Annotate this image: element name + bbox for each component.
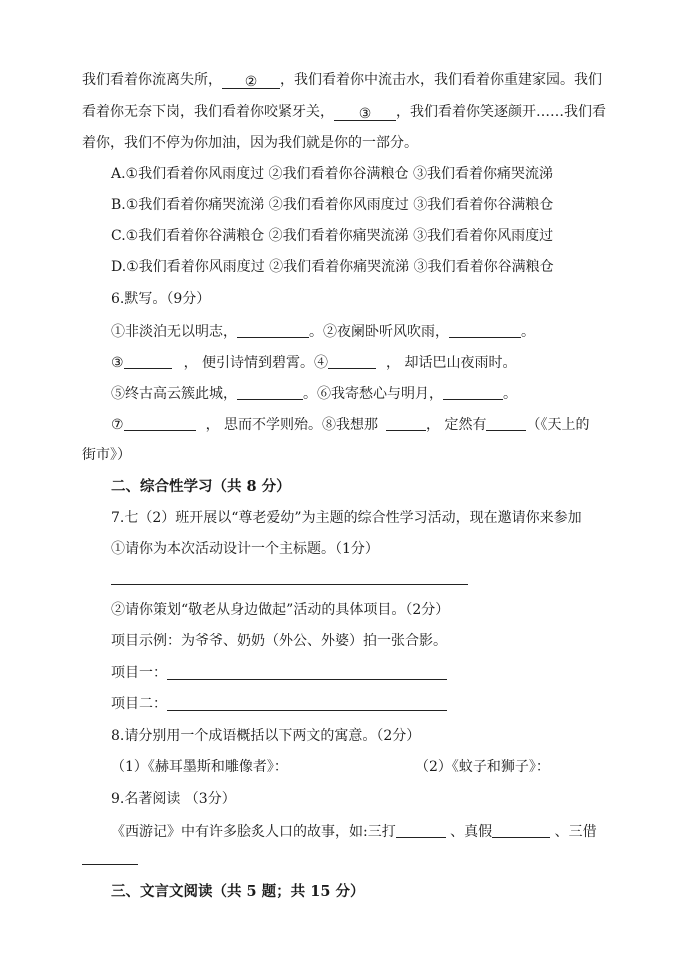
passage-line-2: 看着你无奈下岗，我们看着你咬紧牙关， ③ ，我们看着你笑逐颜开……我们看 bbox=[82, 104, 606, 122]
answer-line-item-2[interactable] bbox=[167, 710, 447, 711]
blank-2[interactable]: ② bbox=[222, 73, 280, 89]
q8-item-a: （1）《赫耳墨斯和雕像者》： bbox=[111, 759, 288, 775]
blank-q6-7[interactable] bbox=[124, 415, 196, 431]
q7-item-1-label: 项目一： bbox=[111, 665, 167, 681]
passage-line-1: 我们看着你流离失所， ② ，我们看着你中流击水，我们看着你重建家园。我们 bbox=[82, 72, 602, 90]
blank-q6-3[interactable] bbox=[124, 353, 172, 369]
blank-q9-1[interactable] bbox=[396, 822, 446, 838]
blank-q9-2[interactable] bbox=[492, 822, 550, 838]
blank-3[interactable]: ③ bbox=[334, 105, 396, 121]
q9-title: 9.名著阅读 （3分） bbox=[111, 791, 236, 807]
option-d: D.①我们看着你风雨度过 ②我们看着你痛哭流涕 ③我们看着你谷满粮仓 bbox=[111, 259, 554, 275]
q6-row-3: ⑤终古高云簇此城， 。⑥我寄愁心与明月， 。 bbox=[111, 386, 517, 402]
blank-q6-9[interactable] bbox=[486, 415, 526, 431]
answer-line-title[interactable] bbox=[111, 584, 468, 585]
blank-q9-3[interactable] bbox=[82, 864, 138, 865]
q6-row-4: ⑦ ， 思而不学则殆。⑧我想那 ， 定然有 （《天上的 bbox=[111, 417, 590, 433]
q7-item-2-label: 项目二： bbox=[111, 696, 167, 712]
option-a: A.①我们看着你风雨度过 ②我们看着你谷满粮仓 ③我们看着你痛哭流涕 bbox=[111, 166, 554, 182]
q7-sub-1: ①请你为本次活动设计一个主标题。（1分） bbox=[111, 541, 379, 557]
blank-q6-2[interactable] bbox=[449, 322, 521, 338]
q7-sub-2: ②请你策划“敬老从身边做起”活动的具体项目。（2分） bbox=[111, 602, 450, 618]
option-b: B.①我们看着你痛哭流涕 ②我们看着你风雨度过 ③我们看着你谷满粮仓 bbox=[111, 197, 554, 213]
blank-q6-8[interactable] bbox=[386, 415, 426, 431]
q6-row-1: ①非淡泊无以明志， 。②夜阑卧听风吹雨， 。 bbox=[111, 324, 535, 340]
q7-example: 项目示例：为爷爷、奶奶（外公、外婆）拍一张合影。 bbox=[111, 633, 447, 649]
q8-item-b: （2）《蚊子和狮子》： bbox=[415, 759, 550, 775]
q8-title: 8.请分别用一个成语概括以下两文的寓意。（2分） bbox=[111, 728, 421, 744]
passage-line-3: 着你，我们不停为你加油，因为我们就是你的一部分。 bbox=[82, 135, 418, 151]
blank-q6-6[interactable] bbox=[443, 384, 503, 400]
blank-q6-1[interactable] bbox=[237, 322, 309, 338]
q9-line: 《西游记》中有许多脍炙人口的故事，如:三打 、真假 、三借 bbox=[111, 824, 597, 840]
option-c: C.①我们看着你谷满粮仓 ②我们看着你痛哭流涕 ③我们看着你风雨度过 bbox=[111, 228, 554, 244]
blank-q6-5[interactable] bbox=[237, 384, 303, 400]
q6-title: 6.默写。（9分） bbox=[111, 291, 211, 307]
answer-line-item-1[interactable] bbox=[167, 679, 447, 680]
q7-title: 7.七（2）班开展以“尊老爱幼”为主题的综合性学习活动，现在邀请你来参加 bbox=[111, 510, 582, 526]
q6-row-5: 街市》） bbox=[82, 447, 131, 463]
section-3-title: 三、文言文阅读（共 5 题；共 15 分） bbox=[111, 883, 365, 900]
section-2-title: 二、综合性学习（共 8 分） bbox=[111, 478, 291, 495]
q6-row-2: ③ ， 便引诗情到碧霄。④ ， 却话巴山夜雨时。 bbox=[111, 355, 517, 371]
blank-q6-4[interactable] bbox=[328, 353, 376, 369]
